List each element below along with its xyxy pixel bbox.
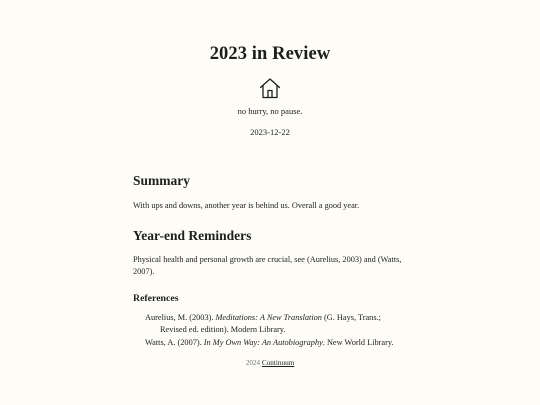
tagline: no hurry, no pause.: [237, 106, 303, 116]
footer-link[interactable]: Continuum: [261, 359, 295, 367]
reference-title: Meditations: A New Translation: [215, 312, 322, 322]
page-title: 2023 in Review: [209, 44, 331, 64]
post-content: [133, 172, 409, 350]
reference-author: Watts, A. (2007).: [145, 337, 204, 347]
post-date: 2023-12-22: [250, 127, 290, 137]
house-icon: [258, 76, 282, 100]
summary-heading: Summary: [133, 173, 190, 188]
reminders-text: Physical health and personal growth are crucial, see (Aurelius, 2003) and (Watts, 2007).: [133, 254, 402, 277]
reference-title: In My Own Way: An Autobiography: [203, 337, 323, 347]
reference-author: Aurelius, M. (2003).: [145, 312, 216, 322]
page-footer: [0, 358, 540, 368]
references-heading: References: [133, 292, 179, 304]
page-header: [0, 42, 540, 138]
references-list: [133, 312, 409, 350]
reference-details: (G. Hays, Trans.; Revised ed. edition). Modern Library.: [160, 312, 381, 335]
reference-details: . New World Library.: [322, 337, 394, 347]
reference-item: [145, 337, 409, 350]
summary-text: With ups and downs, another year is behind us. Overall a good year.: [133, 201, 360, 210]
reminders-heading: Year-end Reminders: [133, 227, 252, 243]
reference-item: [145, 312, 409, 337]
home-link[interactable]: [258, 76, 282, 100]
footer-year: 2024: [245, 359, 261, 367]
